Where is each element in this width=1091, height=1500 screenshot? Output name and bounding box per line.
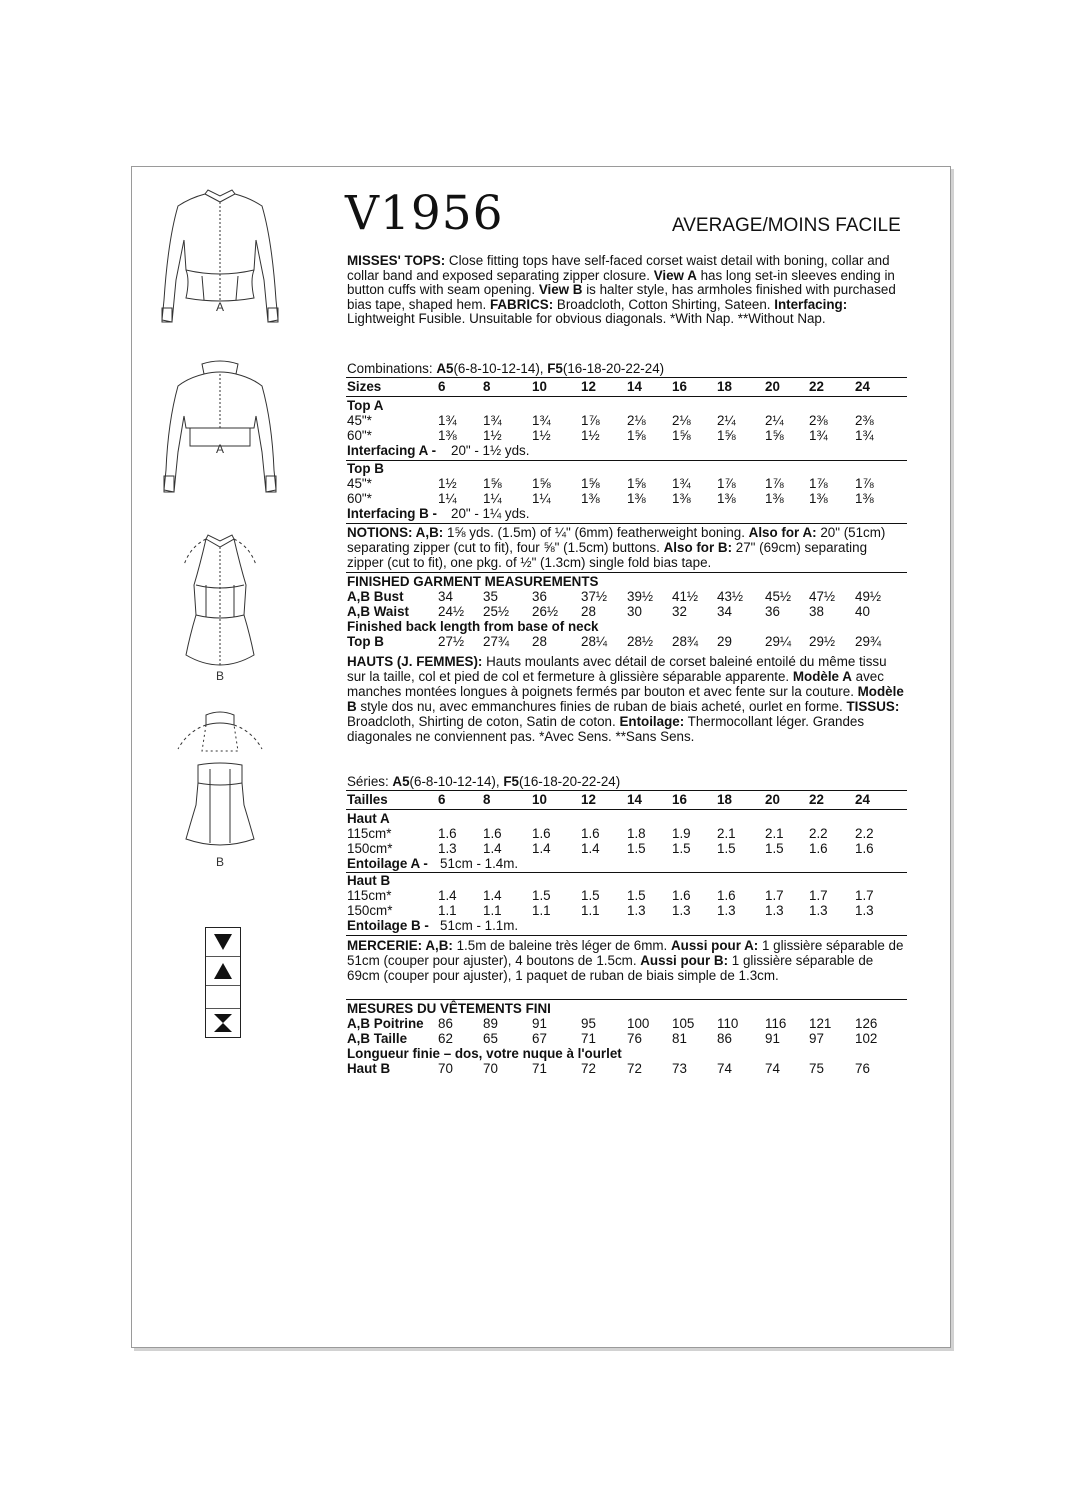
sizes-row [347, 792, 907, 807]
table-cell: 18 [717, 379, 732, 394]
table-cell: 24½ [438, 604, 465, 619]
row-label: Interfacing A - [347, 443, 437, 458]
table-cell: 1.7 [809, 888, 828, 903]
table-cell: 40 [855, 604, 870, 619]
table-cell: 100 [627, 1016, 650, 1031]
table-row [347, 888, 907, 903]
row-label: 150cm* [347, 841, 393, 856]
table-cell: 65 [483, 1031, 498, 1046]
table-rule [346, 935, 907, 936]
table-cell: 30 [627, 604, 642, 619]
table-cell: 1.8 [627, 826, 646, 841]
table-cell: 1½ [581, 428, 600, 443]
table-cell: 74 [765, 1061, 780, 1076]
row-label: FINISHED GARMENT MEASUREMENTS [347, 574, 599, 589]
table-rule [346, 809, 907, 810]
table-cell: 12 [581, 379, 596, 394]
interfacing-row [347, 918, 907, 933]
french-notions: MERCERIE: A,B: 1.5m de baleine très léger de 6mm. Aussi pour A: 1 glissière séparable de 51cm (couper pour ajuster), 4 boutons de 1.5cm. Aussi pour B: 1 glissière séparable de 69cm (couper pour ajuster), 1 paquet de ruban de biais simple de 1.3cm. [347, 938, 904, 983]
sizes-row [347, 379, 907, 394]
row-value-text: 51cm - 1.4m. [440, 856, 519, 871]
row-label: A,B Bust [347, 589, 404, 604]
table-cell: 1.9 [672, 826, 691, 841]
table-cell: 22 [809, 379, 824, 394]
table-cell: 2.1 [765, 826, 784, 841]
table-row [347, 903, 907, 918]
row-label: Haut B [347, 873, 391, 888]
table-rule [346, 790, 907, 791]
table-cell: 102 [855, 1031, 878, 1046]
desc-part: Entoilage: Thermocollant léger. Grandes diagonales ne conviennent pas. *Avec Sens. **Sans Sens. [347, 714, 865, 744]
table-cell: 1¾ [483, 413, 502, 428]
table-cell: 12 [581, 792, 596, 807]
section-heading [347, 1046, 907, 1061]
cutting-legend [205, 927, 241, 1038]
table-cell: 1½ [532, 428, 551, 443]
table-cell: 74 [717, 1061, 732, 1076]
table-cell: 1.3 [765, 903, 784, 918]
table-cell: 2¼ [717, 413, 736, 428]
table-row [347, 476, 907, 491]
table-cell: 1⅜ [717, 491, 736, 506]
desc-part: Modèle A avec manches montées longues à poignets fermés par bouton et avec fente sur la couture. [347, 669, 884, 699]
table-cell: 1.5 [672, 841, 691, 856]
section-heading [347, 1001, 907, 1016]
table-cell: 20 [765, 379, 780, 394]
table-cell: 45½ [765, 589, 792, 604]
table-cell: 1¾ [438, 413, 457, 428]
table-cell: 76 [855, 1061, 870, 1076]
table-cell: 1.3 [717, 903, 736, 918]
table-cell: 1.7 [765, 888, 784, 903]
table-cell: 22 [809, 792, 824, 807]
table-cell: 32 [672, 604, 687, 619]
table-cell: 16 [672, 379, 687, 394]
row-label: Interfacing B - [347, 506, 438, 521]
row-label: Tailles [347, 792, 388, 807]
desc-part: View B is halter style, has armholes finished with purchased bias tape, shaped hem. [347, 282, 896, 312]
table-cell: 8 [483, 792, 491, 807]
table-cell: 26½ [532, 604, 559, 619]
desc-part: MISSES' TOPS: Close fitting tops have self-faced corset waist detail with boning, collar and collar band and exposed separating zipper closure. [347, 253, 890, 283]
table-cell: 38 [809, 604, 824, 619]
view-label: B [216, 669, 225, 683]
table-cell: 105 [672, 1016, 695, 1031]
table-cell: 1½ [483, 428, 502, 443]
table-cell: 1.6 [855, 841, 874, 856]
table-cell: 1⅝ [765, 428, 784, 443]
table-cell: 91 [532, 1016, 547, 1031]
table-cell: 1⅜ [809, 491, 828, 506]
row-label: Haut B [347, 1061, 391, 1076]
table-cell: 6 [438, 792, 446, 807]
table-cell: 1⅝ [532, 476, 551, 491]
row-label: Longueur finie – dos, votre nuque à l'ourlet [347, 1046, 622, 1061]
table-row [347, 428, 907, 443]
table-cell: 35 [483, 589, 498, 604]
view-b-front-drawing [184, 535, 256, 665]
down-triangle-icon [206, 928, 240, 957]
table-cell: 91 [765, 1031, 780, 1046]
table-cell: 1⅝ [627, 476, 646, 491]
table-cell: 1.1 [483, 903, 502, 918]
table-cell: 76 [627, 1031, 642, 1046]
table-cell: 14 [627, 792, 642, 807]
table-cell: 62 [438, 1031, 453, 1046]
table-row [347, 826, 907, 841]
table-cell: 1.6 [483, 826, 502, 841]
table-cell: 1⅝ [627, 428, 646, 443]
table-cell: 1⅝ [672, 428, 691, 443]
table-cell: 1.5 [717, 841, 736, 856]
table-cell: 14 [627, 379, 642, 394]
table-cell: 1½ [438, 476, 457, 491]
table-cell: 1.5 [627, 888, 646, 903]
table-cell: 1.3 [809, 903, 828, 918]
table-cell: 1⅞ [717, 476, 736, 491]
table-cell: 89 [483, 1016, 498, 1031]
table-row [347, 634, 907, 649]
table-cell: 1⅜ [672, 491, 691, 506]
table-cell: 1.6 [438, 826, 457, 841]
row-label: Finished back length from base of neck [347, 619, 599, 634]
row-label: 150cm* [347, 903, 393, 918]
row-label: Entoilage A - [347, 856, 428, 871]
table-cell: 41½ [672, 589, 699, 604]
table-cell: 1⅜ [855, 491, 874, 506]
table-cell: 2⅜ [809, 413, 828, 428]
row-label: 115cm* [347, 826, 392, 841]
desc-part: Modèle B style dos nu, avec emmanchures finies de ruban de biais acheté, ourlet en forme. [347, 684, 904, 714]
technical-drawings [150, 180, 290, 940]
row-label: Entoilage B - [347, 918, 429, 933]
table-cell: 6 [438, 379, 446, 394]
row-label: 45"* [347, 413, 372, 428]
table-cell: 1.3 [855, 903, 874, 918]
table-cell: 1.4 [581, 841, 600, 856]
view-label: A [216, 300, 225, 314]
table-cell: 86 [438, 1016, 453, 1031]
table-cell: 71 [581, 1031, 596, 1046]
table-cell: 34 [438, 589, 453, 604]
table-cell: 1.3 [438, 841, 457, 856]
pattern-number: V1956 [345, 186, 504, 241]
table-cell: 1⅞ [809, 476, 828, 491]
row-label: 60"* [347, 428, 372, 443]
table-cell: 1.4 [483, 841, 502, 856]
table-cell: 1.3 [627, 903, 646, 918]
view-label: A [216, 442, 225, 456]
table-cell: 2⅛ [672, 413, 691, 428]
table-cell: 1.5 [581, 888, 600, 903]
row-label: Sizes [347, 379, 382, 394]
table-cell: 2.2 [855, 826, 874, 841]
table-row [347, 1031, 907, 1046]
row-label: Haut A [347, 811, 390, 826]
table-cell: 1.6 [809, 841, 828, 856]
table-cell: 2.2 [809, 826, 828, 841]
table-rule [346, 523, 907, 524]
section-heading [347, 619, 907, 634]
table-cell: 43½ [717, 589, 744, 604]
table-cell: 86 [717, 1031, 732, 1046]
table-cell: 1.1 [438, 903, 457, 918]
table-cell: 25½ [483, 604, 510, 619]
table-cell: 27¾ [483, 634, 510, 649]
table-cell: 1¾ [855, 428, 874, 443]
table-cell: 116 [765, 1016, 787, 1031]
view-label: B [216, 855, 225, 869]
section-heading [347, 398, 907, 413]
row-label: MESURES DU VÊTEMENTS FINI [347, 1001, 551, 1016]
table-cell: 28 [581, 604, 596, 619]
table-cell: 1⅞ [765, 476, 784, 491]
desc-part: TISSUS: Broadcloth, Shirting de coton, Satin de coton. [347, 699, 900, 729]
table-cell: 2⅛ [627, 413, 646, 428]
table-cell: 39½ [627, 589, 654, 604]
interfacing-row [347, 506, 907, 521]
table-cell: 95 [581, 1016, 596, 1031]
interfacing-row [347, 443, 907, 458]
section-heading [347, 461, 907, 476]
table-cell: 1¼ [483, 491, 502, 506]
table-cell: 24 [855, 379, 870, 394]
table-cell: 20 [765, 792, 780, 807]
table-cell: 72 [627, 1061, 642, 1076]
row-label: A,B Poitrine [347, 1016, 424, 1031]
table-cell: 1⅝ [717, 428, 736, 443]
table-cell: 36 [532, 589, 547, 604]
row-label: A,B Waist [347, 604, 409, 619]
table-cell: 2⅜ [855, 413, 874, 428]
table-cell: 1¼ [532, 491, 551, 506]
table-cell: 29 [717, 634, 732, 649]
desc-part: HAUTS (J. FEMMES): Hauts moulants avec détail de corset baleiné entoilé du même tissu sur la taille, col et pied de col et fermeture à glissière séparable apparente. [347, 654, 887, 684]
table-row [347, 604, 907, 619]
row-label: A,B Taille [347, 1031, 408, 1046]
table-cell: 1¼ [438, 491, 457, 506]
table-cell: 2¼ [765, 413, 784, 428]
table-cell: 1.3 [672, 903, 691, 918]
table-cell: 29¼ [765, 634, 792, 649]
view-b-back-drawing [178, 712, 262, 845]
hourglass-icon [206, 1009, 240, 1037]
table-cell: 70 [483, 1061, 498, 1076]
table-cell: 1¾ [809, 428, 828, 443]
table-cell: 1.4 [532, 841, 551, 856]
table-row [347, 589, 907, 604]
table-rule [346, 396, 907, 397]
table-cell: 10 [532, 792, 547, 807]
up-triangle-icon [206, 957, 240, 986]
table-cell: 1.6 [672, 888, 691, 903]
table-cell: 18 [717, 792, 732, 807]
table-cell: 36 [765, 604, 780, 619]
table-cell: 1.7 [855, 888, 874, 903]
table-cell: 1⅞ [581, 413, 600, 428]
section-heading [347, 873, 907, 888]
desc-part: View A has long set-in sleeves ending in button cuffs with seam opening. [347, 267, 895, 298]
table-cell: 8 [483, 379, 491, 394]
difficulty-rating: AVERAGE/MOINS FACILE [672, 215, 901, 236]
table-cell: 29¾ [855, 634, 882, 649]
table-cell: 28¼ [581, 634, 608, 649]
table-cell: 1.5 [627, 841, 646, 856]
view-a-back-drawing [164, 361, 276, 492]
table-cell: 1¾ [672, 476, 691, 491]
row-value-text: 51cm - 1.1m. [440, 918, 519, 933]
desc-part: FABRICS: Broadcloth, Cotton Shirting, Sateen. [489, 296, 775, 312]
row-label: 115cm* [347, 888, 392, 903]
table-cell: 1.1 [581, 903, 600, 918]
row-label: Top B [347, 461, 384, 476]
table-rule [346, 999, 907, 1000]
section-heading [347, 574, 907, 589]
table-cell: 10 [532, 379, 547, 394]
table-cell: 110 [717, 1016, 739, 1031]
table-rule [346, 572, 907, 573]
table-cell: 37½ [581, 589, 608, 604]
table-cell: 1.5 [532, 888, 551, 903]
table-cell: 34 [717, 604, 732, 619]
table-cell: 27½ [438, 634, 465, 649]
table-cell: 121 [809, 1016, 832, 1031]
table-cell: 1.4 [483, 888, 502, 903]
table-cell: 1.6 [581, 826, 600, 841]
table-cell: 81 [672, 1031, 687, 1046]
table-cell: 97 [809, 1031, 824, 1046]
french-combinations: Séries: A5(6-8-10-12-14), F5(16-18-20-22-24) [347, 774, 621, 789]
table-cell: 1.6 [717, 888, 736, 903]
desc-part: Interfacing: Lightweight Fusible. Unsuitable for obvious diagonals. *With Nap. **Without Nap. [347, 296, 848, 327]
legend-blank [206, 986, 240, 1009]
row-label: Top B [347, 634, 384, 649]
table-cell: 28½ [627, 634, 654, 649]
table-cell: 71 [532, 1061, 547, 1076]
table-cell: 75 [809, 1061, 824, 1076]
row-value-text: 20" - 1½ yds. [451, 443, 530, 458]
french-description [347, 654, 907, 744]
table-cell: 16 [672, 792, 687, 807]
table-cell: 1⅝ [581, 476, 600, 491]
section-heading [347, 811, 907, 826]
table-cell: 29½ [809, 634, 836, 649]
table-cell: 1.1 [532, 903, 551, 918]
table-cell: 1¾ [532, 413, 551, 428]
table-cell: 1⅞ [855, 476, 874, 491]
table-row [347, 841, 907, 856]
interfacing-row [347, 856, 907, 871]
english-combinations: Combinations: A5(6-8-10-12-14), F5(16-18-20-22-24) [347, 361, 665, 376]
table-row [347, 491, 907, 506]
table-cell: 2.1 [717, 826, 736, 841]
table-cell: 1⅜ [765, 491, 784, 506]
table-cell: 47½ [809, 589, 836, 604]
english-notions: NOTIONS: A,B: 1⅝ yds. (1.5m) of ¼" (6mm) featherweight boning. Also for A: 20" (51cm) separating zipper (cut to fit), four ⅝" (1.5cm) buttons. Also for B: 27" (69cm) separating zipper (cut to fit), one pkg. of ½" (1.3cm) single fold bias tape. [347, 525, 886, 570]
table-cell: 70 [438, 1061, 453, 1076]
table-cell: 73 [672, 1061, 687, 1076]
table-row [347, 413, 907, 428]
row-label: 45"* [347, 476, 372, 491]
table-cell: 1⅝ [483, 476, 502, 491]
row-label: 60"* [347, 491, 372, 506]
table-cell: 1.6 [532, 826, 551, 841]
table-cell: 1⅜ [627, 491, 646, 506]
table-cell: 1.5 [765, 841, 784, 856]
table-cell: 28¾ [672, 634, 699, 649]
table-row [347, 1016, 907, 1031]
row-label: Top A [347, 398, 384, 413]
table-cell: 67 [532, 1031, 547, 1046]
table-cell: 1.4 [438, 888, 457, 903]
table-row [347, 1061, 907, 1076]
table-cell: 1⅜ [438, 428, 457, 443]
table-cell: 72 [581, 1061, 596, 1076]
table-cell: 28 [532, 634, 547, 649]
row-value-text: 20" - 1¼ yds. [451, 506, 530, 521]
table-rule [346, 377, 907, 378]
table-cell: 1⅜ [581, 491, 600, 506]
table-cell: 24 [855, 792, 870, 807]
english-description [347, 254, 907, 327]
table-cell: 126 [855, 1016, 878, 1031]
table-cell: 49½ [855, 589, 882, 604]
